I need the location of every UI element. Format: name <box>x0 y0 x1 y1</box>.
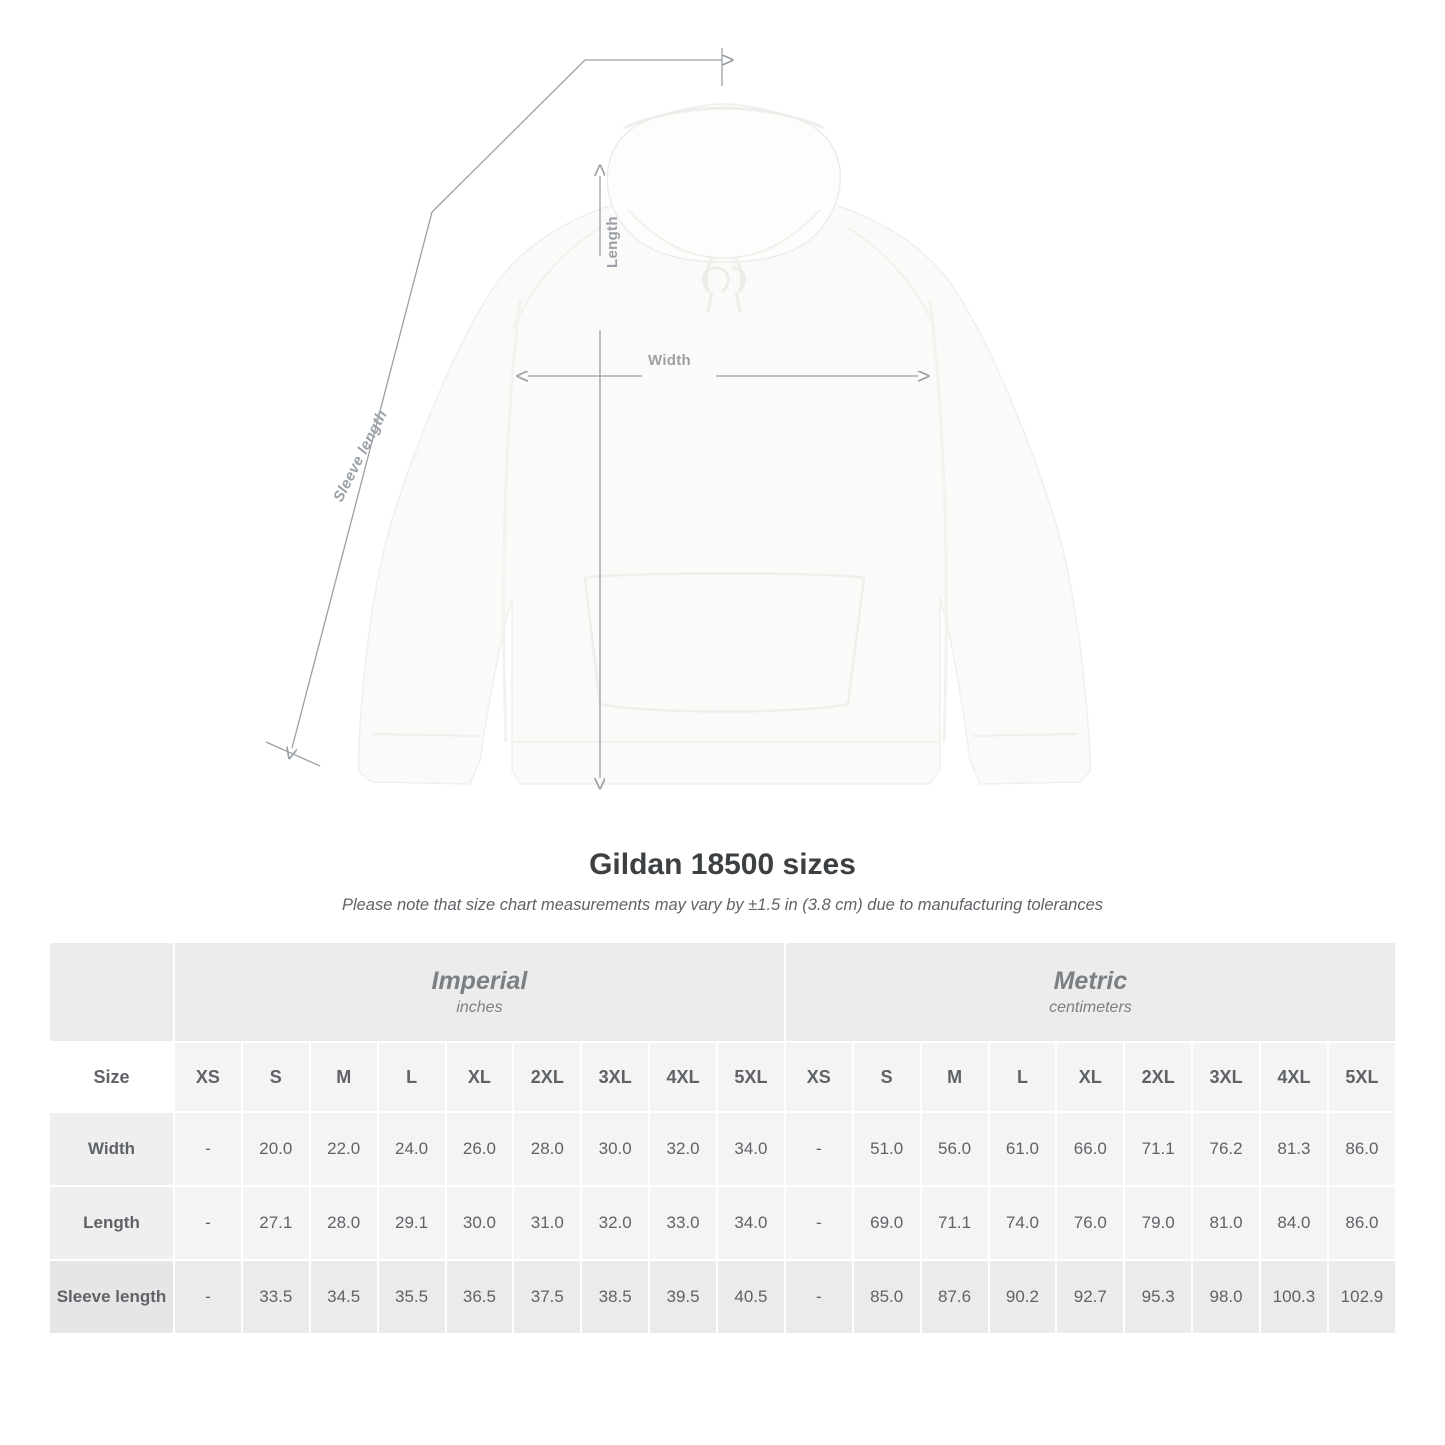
imperial-unit-name: Imperial <box>431 966 528 995</box>
metric-header-cell <box>785 942 1396 1042</box>
cell-width-metric-xl: 66.0 <box>1056 1112 1124 1186</box>
size-table-wrapper <box>48 941 1397 1335</box>
cell-sleeve-imperial-l: 35.5 <box>378 1260 446 1334</box>
cell-length-metric-m: 71.1 <box>921 1186 989 1260</box>
page-title: Gildan 18500 sizes <box>589 848 856 881</box>
cell-width-metric-l: 61.0 <box>989 1112 1057 1186</box>
size-col-metric-s: S <box>853 1042 921 1112</box>
size-col-metric-m: M <box>921 1042 989 1112</box>
cell-sleeve-imperial-3xl: 38.5 <box>581 1260 649 1334</box>
cell-width-imperial-s: 20.0 <box>242 1112 310 1186</box>
cell-width-imperial-xl: 26.0 <box>446 1112 514 1186</box>
cell-sleeve-imperial-4xl: 39.5 <box>649 1260 717 1334</box>
cell-width-imperial-4xl: 32.0 <box>649 1112 717 1186</box>
cell-length-imperial-2xl: 31.0 <box>513 1186 581 1260</box>
cell-length-imperial-xl: 30.0 <box>446 1186 514 1260</box>
size-col-imperial-m: M <box>310 1042 378 1112</box>
cell-length-metric-xs: - <box>785 1186 853 1260</box>
units-corner-cell <box>49 942 174 1042</box>
cell-sleeve-metric-xl: 92.7 <box>1056 1260 1124 1334</box>
cell-length-metric-3xl: 81.0 <box>1192 1186 1260 1260</box>
cell-sleeve-imperial-s: 33.5 <box>242 1260 310 1334</box>
cell-width-metric-4xl: 81.3 <box>1260 1112 1328 1186</box>
cell-length-imperial-s: 27.1 <box>242 1186 310 1260</box>
size-col-metric-4xl: 4XL <box>1260 1042 1328 1112</box>
cell-width-metric-m: 56.0 <box>921 1112 989 1186</box>
width-dimension-label: Width <box>648 352 692 369</box>
table-row <box>49 1112 1396 1186</box>
size-col-imperial-5xl: 5XL <box>717 1042 785 1112</box>
size-col-imperial-4xl: 4XL <box>649 1042 717 1112</box>
size-col-imperial-2xl: 2XL <box>513 1042 581 1112</box>
table-row <box>49 1260 1396 1334</box>
metric-unit-name: Metric <box>1053 966 1128 995</box>
cell-sleeve-imperial-xl: 36.5 <box>446 1260 514 1334</box>
cell-length-imperial-4xl: 33.0 <box>649 1186 717 1260</box>
cell-sleeve-imperial-m: 34.5 <box>310 1260 378 1334</box>
cell-length-metric-xl: 76.0 <box>1056 1186 1124 1260</box>
cell-length-imperial-3xl: 32.0 <box>581 1186 649 1260</box>
cell-length-metric-5xl: 86.0 <box>1328 1186 1396 1260</box>
cell-width-imperial-3xl: 30.0 <box>581 1112 649 1186</box>
cell-length-imperial-l: 29.1 <box>378 1186 446 1260</box>
size-col-imperial-l: L <box>378 1042 446 1112</box>
units-header-row <box>49 942 1396 1042</box>
cell-width-imperial-xs: - <box>174 1112 242 1186</box>
cell-width-metric-s: 51.0 <box>853 1112 921 1186</box>
cell-sleeve-metric-2xl: 95.3 <box>1124 1260 1192 1334</box>
size-col-imperial-xl: XL <box>446 1042 514 1112</box>
cell-length-metric-s: 69.0 <box>853 1186 921 1260</box>
table-row <box>49 1186 1396 1260</box>
title-block <box>0 848 1445 915</box>
cell-width-imperial-l: 24.0 <box>378 1112 446 1186</box>
size-col-imperial-3xl: 3XL <box>581 1042 649 1112</box>
metric-unit-sub: centimeters <box>1049 999 1132 1017</box>
size-col-metric-3xl: 3XL <box>1192 1042 1260 1112</box>
size-col-metric-5xl: 5XL <box>1328 1042 1396 1112</box>
row-label-width: Width <box>49 1112 174 1186</box>
cell-width-metric-2xl: 71.1 <box>1124 1112 1192 1186</box>
imperial-unit-sub: inches <box>456 999 503 1017</box>
imperial-header-cell <box>174 942 785 1042</box>
size-table <box>48 941 1397 1335</box>
cell-length-imperial-xs: - <box>174 1186 242 1260</box>
cell-length-metric-l: 74.0 <box>989 1186 1057 1260</box>
size-header-row <box>49 1042 1396 1112</box>
row-label-length: Length <box>49 1186 174 1260</box>
size-col-imperial-xs: XS <box>174 1042 242 1112</box>
cell-length-metric-2xl: 79.0 <box>1124 1186 1192 1260</box>
cell-sleeve-metric-m: 87.6 <box>921 1260 989 1334</box>
row-label-sleeve-length: Sleeve length <box>49 1260 174 1334</box>
cell-width-imperial-5xl: 34.0 <box>717 1112 785 1186</box>
sleeve-length-dimension-label: Sleeve length <box>330 407 391 505</box>
cell-sleeve-metric-3xl: 98.0 <box>1192 1260 1260 1334</box>
size-col-metric-2xl: 2XL <box>1124 1042 1192 1112</box>
cell-width-imperial-2xl: 28.0 <box>513 1112 581 1186</box>
hoodie-shape <box>359 104 1091 784</box>
cell-length-imperial-5xl: 34.0 <box>717 1186 785 1260</box>
cell-length-metric-4xl: 84.0 <box>1260 1186 1328 1260</box>
size-col-imperial-s: S <box>242 1042 310 1112</box>
length-dimension-label: Length <box>604 216 621 268</box>
size-header-label: Size <box>49 1042 174 1112</box>
size-col-metric-l: L <box>989 1042 1057 1112</box>
cell-length-imperial-m: 28.0 <box>310 1186 378 1260</box>
cell-sleeve-imperial-2xl: 37.5 <box>513 1260 581 1334</box>
cell-sleeve-imperial-xs: - <box>174 1260 242 1334</box>
tolerance-note: Please note that size chart measurements may vary by ±1.5 in (3.8 cm) due to manufacturing tolerances <box>341 896 1104 914</box>
size-col-metric-xl: XL <box>1056 1042 1124 1112</box>
cell-width-metric-xs: - <box>785 1112 853 1186</box>
cell-sleeve-metric-l: 90.2 <box>989 1260 1057 1334</box>
cell-sleeve-metric-s: 85.0 <box>853 1260 921 1334</box>
cell-width-metric-5xl: 86.0 <box>1328 1112 1396 1186</box>
cell-width-imperial-m: 22.0 <box>310 1112 378 1186</box>
cell-width-metric-3xl: 76.2 <box>1192 1112 1260 1186</box>
cell-sleeve-metric-5xl: 102.9 <box>1328 1260 1396 1334</box>
size-col-metric-xs: XS <box>785 1042 853 1112</box>
cell-sleeve-metric-xs: - <box>785 1260 853 1334</box>
cell-sleeve-metric-4xl: 100.3 <box>1260 1260 1328 1334</box>
cell-sleeve-imperial-5xl: 40.5 <box>717 1260 785 1334</box>
